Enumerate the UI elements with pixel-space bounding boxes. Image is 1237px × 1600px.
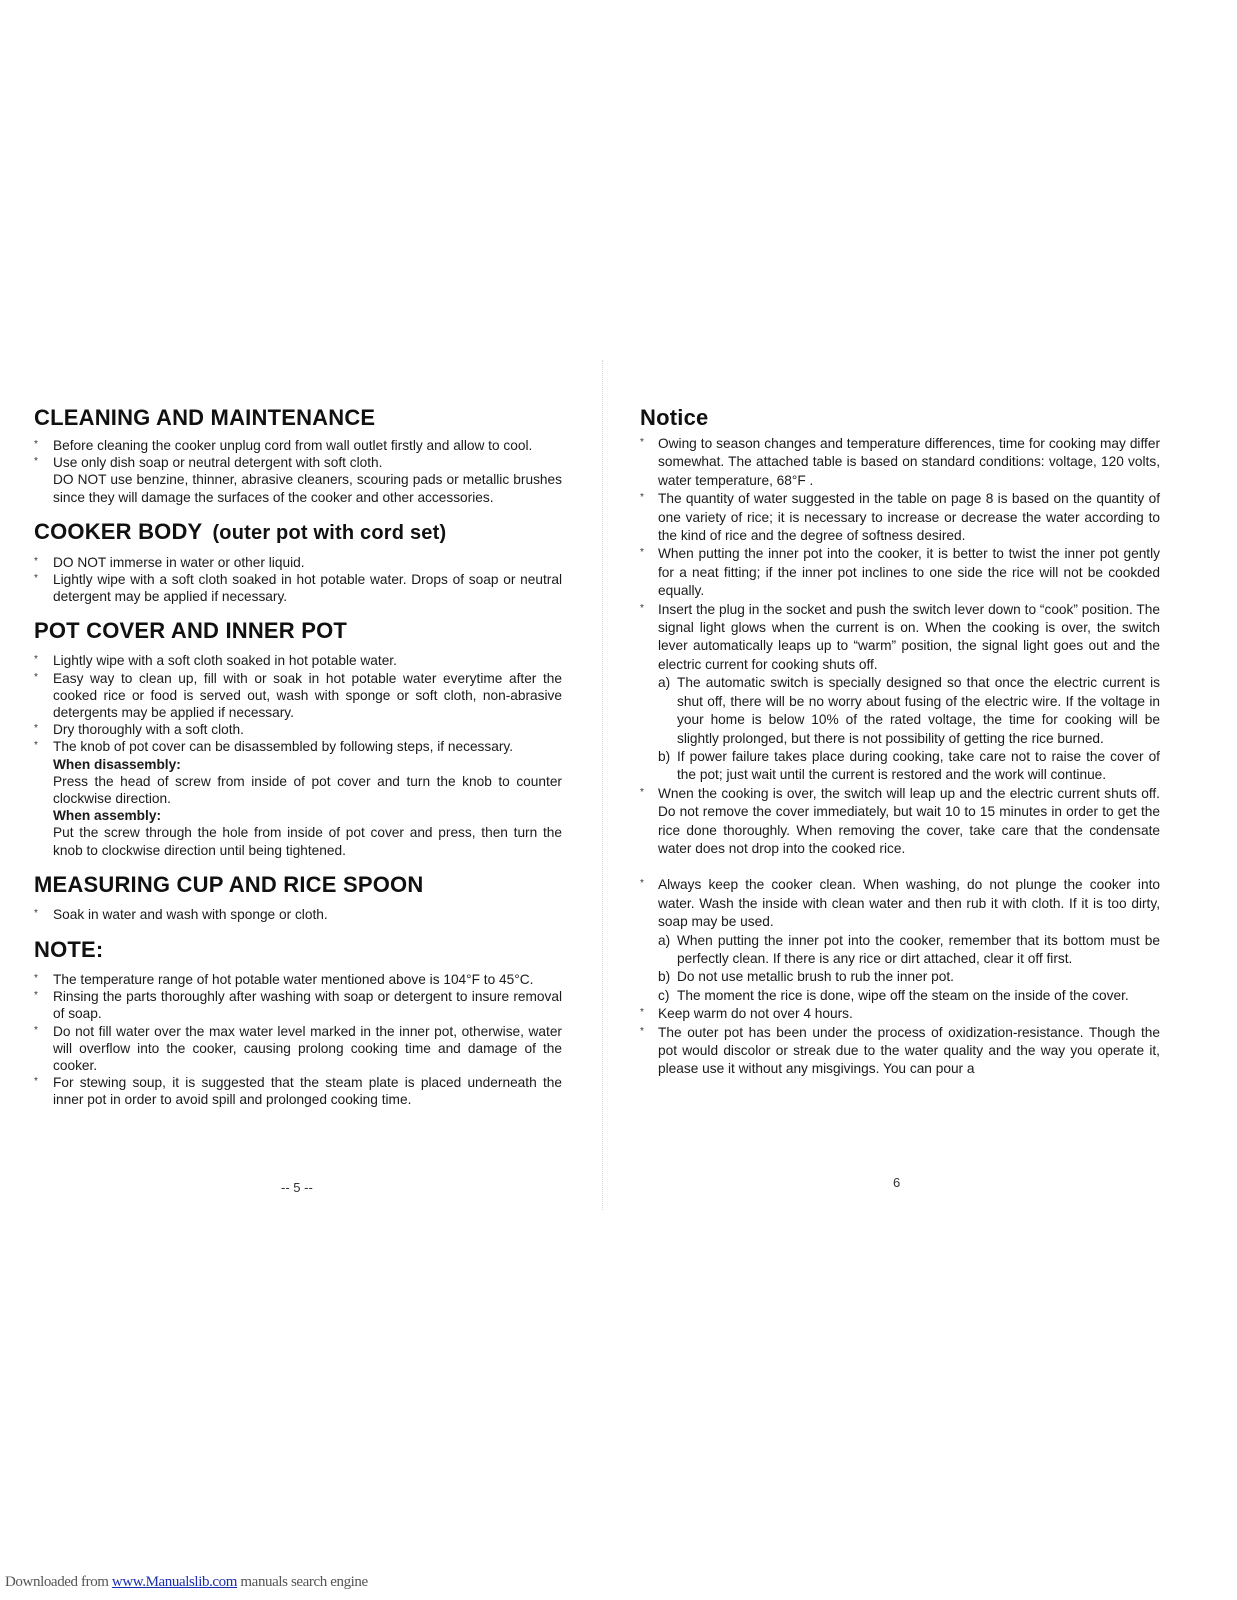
sub-list-item: a) The automatic switch is specially designed so that once the electric current is shut off, there will be no worry about fusing of the electric wire. If the voltage in your home is below 10% of the rated voltage, the time for cooking will be slightly prolonged, but there is not possibility of getting the rice burned. [658,675,1160,746]
list-item: * Insert the plug in the socket and push the switch lever down to “cook” position. The signal light glows when the current is on. When the cooking is over, the switch lever automatically leaps up to “warm” position, the signal light goes out and the electric current for cooking shuts off. a) The automatic switch is specially designed so that once the electric current is shut off, there will be no worry about fusing of the electric wire. If the voltage in your home is below 10% of the rated voltage, the time for cooking will be slightly prolonged, but there is not possibility of getting the rice burned. b) If power failure takes place during cooking, take care not to raise the cover of the pot; just wait until the current is restored and the work will continue. [640,601,1160,785]
bullet-star-icon: * [34,456,38,468]
list-item: * When putting the inner pot into the cooker, it is better to twist the inner pot gently for a neat fitting; if the inner pot inclines to one side the rice will not be cookded equally. [640,546,1160,599]
sub-list-item: a) When putting the inner pot into the cooker, remember that its bottom must be perfectly clean. If there is any rice or dirt attached, clear it off first. [658,932,1160,966]
switch-sublist [658,674,1160,784]
list-item: * The outer pot has been under the process of oxidization-resistance. Though the pot would discolor or streak due to the water quality and the way you operate it, please use it without any misgivings. You can pour a [640,1024,1160,1077]
list-item: * Lightly wipe with a soft cloth soaked in hot potable water. [34,653,397,669]
assembly-text: Put the screw through the hole from inside of pot cover and press, then turn the knob to clockwise direction until being tightened. [53,825,562,858]
note-heading: NOTE: [34,937,104,963]
sub-list-item: b) Do not use metallic brush to rub the inner pot. [658,969,954,985]
measuring-heading: MEASURING CUP AND RICE SPOON [34,871,424,897]
bullet-star-icon: * [34,555,38,567]
list-item: * The quantity of water suggested in the table on page 8 is based on the quantity of one variety of rice; it is necessary to increase or decrease the water according to the kind of rice and the degree of softness desired. [640,491,1160,544]
list-item: * Easy way to clean up, fill with or soak in hot potable water everytime after the cooked rice or food is served out, wash with sponge or soft cloth, non-abrasive detergents may be applied if necessary. [34,670,562,721]
footer-prefix: Downloaded from [5,1574,112,1590]
page-gutter-divider [602,360,603,1210]
list-item: * The knob of pot cover can be disassembled by following steps, if necessary. When disassembly: Press the head of screw from inside of pot cover and turn the knob to counter clockwise direction. When assembly: Put the screw through the hole from inside of pot cover and press, then turn the knob to clockwise direction until being tightened. [34,739,562,858]
download-footer [5,1574,368,1591]
list-item: * Before cleaning the cooker unplug cord from wall outlet firstly and allow to cool. [34,438,533,453]
bullet-star-icon: * [640,1007,644,1019]
page-number-left: -- 5 -- [281,1180,313,1195]
list-item: * Do not fill water over the max water level marked in the inner pot, otherwise, water will overflow into the cooker, causing prolong cooking time and damage of the cooker. [34,1023,562,1074]
cooker-body-list [34,554,562,606]
list-item: * DO NOT immerse in water or other liquid. [34,554,305,570]
cooker-body-heading: COOKER BODY (outer pot with cord set) [34,518,447,544]
list-item: * Wnen the cooking is over, the switch will leap up and the electric current shuts off. Do not remove the cover immediately, but wait 10 to 15 minutes in order to get the rice done thoroughly. When removing the cover, take care that the condensate water does not drop into the cooked rice. [640,785,1160,856]
list-item: * Always keep the cooker clean. When washing, do not plunge the cooker into water. Wash the inside with clean water and then rub it with cloth. If it is too dirty, soap may be used. a) When putting the inner pot into the cooker, remember that its bottom must be perfectly clean. If there is any rice or dirt attached, clear it off first. b) Do not use metallic brush to rub the inner pot. c) The moment the rice is done, wipe off the steam on the inside of the cover. [640,876,1160,1005]
bullet-star-icon: * [640,437,644,448]
list-item: * Dry thoroughly with a soft cloth. [34,722,244,738]
measuring-list [34,906,562,923]
left-page [34,405,562,1109]
cleaning-sublist [658,932,1160,1006]
note-list [34,971,562,1109]
bullet-star-icon: * [34,671,38,683]
bullet-star-icon: * [34,654,38,666]
manualslib-link[interactable]: www.Manualslib.com [111,1574,238,1590]
pot-cover-heading: POT COVER AND INNER POT [34,618,348,644]
right-page [640,405,1160,1079]
bullet-star-icon: * [640,786,644,798]
disassembly-label: When disassembly: [53,756,181,772]
footer-suffix: manuals search engine [237,1574,368,1590]
list-item: * For stewing soup, it is suggested that the steam plate is placed underneath the inner pot in order to avoid spill and prolonged cooking time. [34,1075,562,1108]
pot-cover-list [34,652,562,858]
bullet-star-icon: * [34,740,38,752]
list-item: * Owing to season changes and temperature differences, time for cooking may differ somewhat. The attached table is based on standard conditions: voltage, 120 volts, water temperature, 68°F . [640,436,1160,488]
bullet-star-icon: * [34,907,38,919]
cleaning-heading: CLEANING AND MAINTENANCE [34,405,376,430]
sub-list-item: b) If power failure takes place during cooking, take care not to raise the cover of the pot; just wait until the current is restored and the work will continue. [658,748,1160,783]
assembly-label: When assembly: [53,808,162,824]
list-item: * Keep warm do not over 4 hours. [640,1006,853,1022]
bullet-star-icon: * [34,573,38,585]
list-item: * Rinsing the parts thoroughly after washing with soap or detergent to insure removal of soap. [34,989,562,1022]
list-item: * Use only dish soap or neutral detergent with soft cloth. DO NOT use benzine, thinner, abrasive cleaners, scouring pads or metallic brushes since they will damage the surfaces of the cooker and other accessories. [34,455,562,505]
do-not-warning: DO NOT use benzine, thinner, abrasive cleaners, scouring pads or metallic brushes since they will damage the surfaces of the cooker and other accessories. [53,472,562,505]
bullet-star-icon: * [34,1076,38,1088]
bullet-star-icon: * [640,547,644,559]
bullet-star-icon: * [640,602,644,614]
bullet-star-icon: * [640,1025,644,1037]
sub-list-item: c) The moment the rice is done, wipe off the steam on the inside of the cover. [658,987,1129,1003]
list-item: * Lightly wipe with a soft cloth soaked in hot potable water. Drops of soap or neutral detergent may be applied if necessary. [34,572,562,605]
bullet-star-icon: * [34,1024,38,1036]
notice-list [640,435,1160,1079]
bullet-star-icon: * [34,439,38,450]
disassembly-text: Press the head of screw from inside of pot cover and turn the knob to counter clockwise direction. [53,773,562,807]
page-number-right: 6 [893,1175,901,1190]
cleaning-list [34,437,562,506]
bullet-star-icon: * [34,990,38,1002]
list-item: * Soak in water and wash with sponge or cloth. [34,906,328,922]
bullet-star-icon: * [640,878,644,890]
bullet-star-icon: * [640,492,644,504]
bullet-star-icon: * [34,973,38,985]
cooker-body-subheading: (outer pot with cord set) [212,521,447,544]
notice-heading: Notice [640,405,709,430]
bullet-star-icon: * [34,723,38,735]
list-item: * The temperature range of hot potable water mentioned above is 104°F to 45°C. [34,972,534,988]
